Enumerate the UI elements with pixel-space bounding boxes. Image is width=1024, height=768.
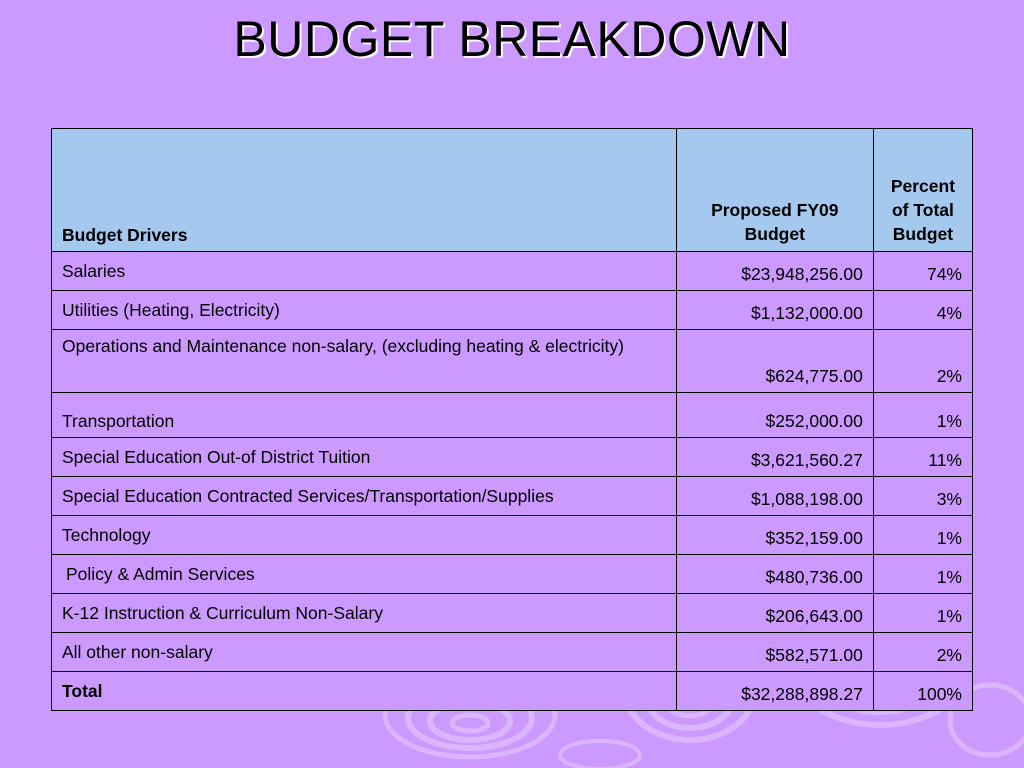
- amount-cell: $23,948,256.00: [676, 252, 873, 291]
- percent-cell: 1%: [873, 516, 972, 555]
- total-label-cell: Total: [52, 672, 677, 711]
- table-row: [52, 555, 973, 594]
- table-row: [52, 393, 973, 438]
- driver-cell: Policy & Admin Services: [52, 555, 677, 594]
- total-percent-cell: 100%: [873, 672, 972, 711]
- amount-cell: $206,643.00: [676, 594, 873, 633]
- total-amount-cell: $32,288,898.27: [676, 672, 873, 711]
- table-row: [52, 330, 973, 393]
- driver-cell: Special Education Contracted Services/Transportation/Supplies: [52, 477, 677, 516]
- driver-cell: All other non-salary: [52, 633, 677, 672]
- total-row: [52, 672, 973, 711]
- percent-cell: 2%: [873, 633, 972, 672]
- table-row: [52, 633, 973, 672]
- driver-cell: Special Education Out-of District Tuition: [52, 438, 677, 477]
- driver-cell: Technology: [52, 516, 677, 555]
- header-proposed-budget: Proposed FY09 Budget: [676, 129, 873, 252]
- driver-cell: Operations and Maintenance non-salary, (excluding heating & electricity): [52, 330, 677, 393]
- amount-cell: $582,571.00: [676, 633, 873, 672]
- amount-cell: $352,159.00: [676, 516, 873, 555]
- percent-cell: 74%: [873, 252, 972, 291]
- driver-cell: K-12 Instruction & Curriculum Non-Salary: [52, 594, 677, 633]
- amount-cell: $3,621,560.27: [676, 438, 873, 477]
- driver-cell: Utilities (Heating, Electricity): [52, 291, 677, 330]
- table-row: [52, 252, 973, 291]
- amount-cell: $480,736.00: [676, 555, 873, 594]
- amount-cell: $252,000.00: [676, 393, 873, 438]
- table-header-row: [52, 129, 973, 252]
- budget-table: [51, 128, 973, 711]
- header-percent-total: Percent of Total Budget: [873, 129, 972, 252]
- percent-cell: 2%: [873, 330, 972, 393]
- percent-cell: 4%: [873, 291, 972, 330]
- table-row: [52, 438, 973, 477]
- slide-title: BUDGET BREAKDOWN: [233, 11, 791, 67]
- table-row: [52, 477, 973, 516]
- amount-cell: $1,132,000.00: [676, 291, 873, 330]
- driver-cell: Salaries: [52, 252, 677, 291]
- table-row: [52, 516, 973, 555]
- percent-cell: 1%: [873, 594, 972, 633]
- percent-cell: 1%: [873, 393, 972, 438]
- percent-cell: 3%: [873, 477, 972, 516]
- percent-cell: 11%: [873, 438, 972, 477]
- amount-cell: $1,088,198.00: [676, 477, 873, 516]
- driver-cell: Transportation: [52, 393, 677, 438]
- percent-cell: 1%: [873, 555, 972, 594]
- header-budget-drivers: Budget Drivers: [52, 129, 677, 252]
- amount-cell: $624,775.00: [676, 330, 873, 393]
- table-row: [52, 594, 973, 633]
- table-row: [52, 291, 973, 330]
